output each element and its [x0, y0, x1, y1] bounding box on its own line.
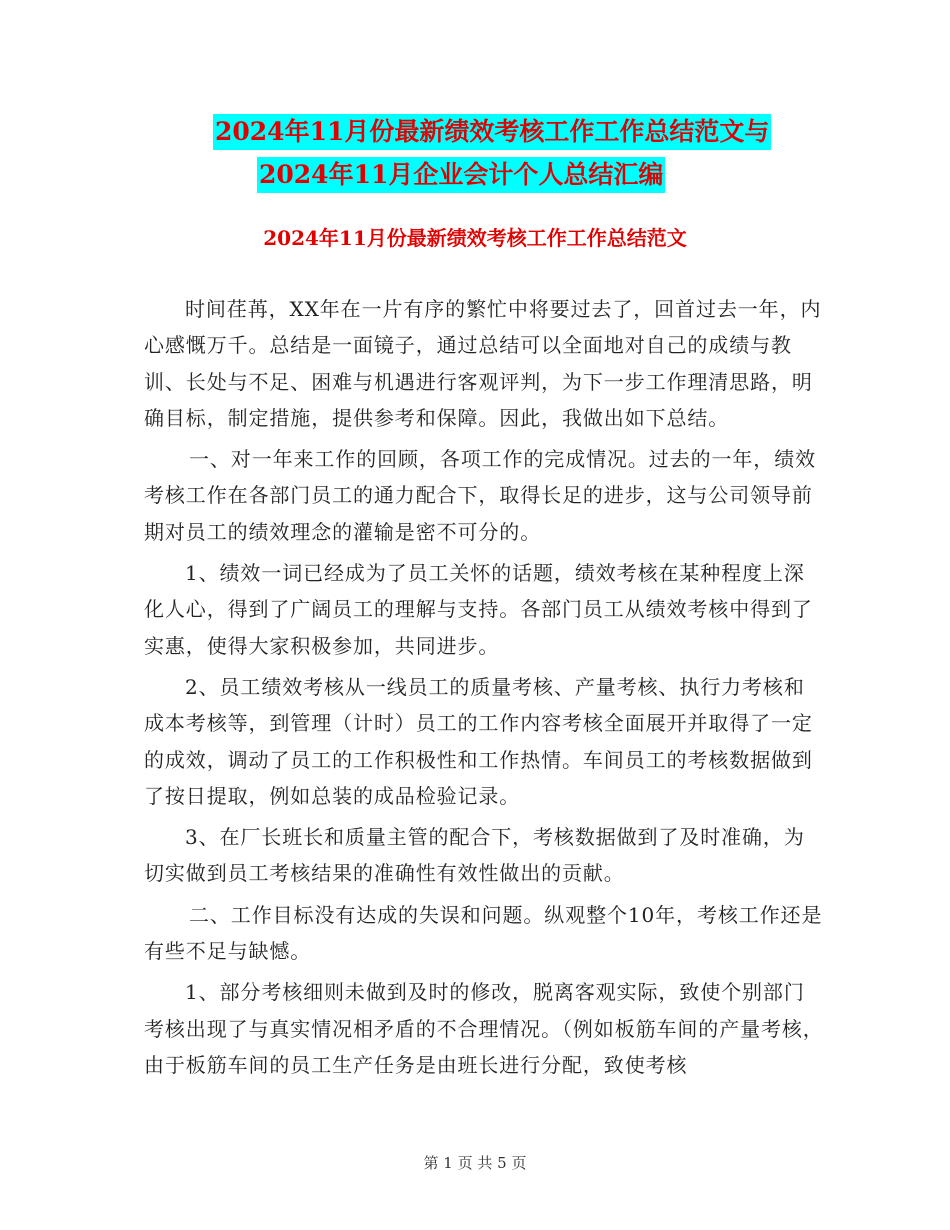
paragraph-section-one: 一、对一年来工作的回顾，各项工作的完成情况。过去的一年，绩效考核工作在各部门员工的通力配合下，取得长足的进步，这与公司领导前期对员工的绩效理念的灌输是密不可分的。: [144, 447, 816, 544]
document-title-line-1: 2024年11月份最新绩效考核工作工作总结范文与: [213, 114, 771, 150]
paragraph-item-1: 1、绩效一词已经成为了员工关怀的话题，绩效考核在某种程度上深化人心，得到了广阔员工的理解与支持。各部门员工从绩效考核中得到了实惠，使得大家积极参加，共同进步。: [144, 561, 813, 658]
paragraph-item-4: 1、部分考核细则未做到及时的修改，脱离客观实际，致使个别部门考核出现了与真实情况相矛盾的不合理情况。（例如板筋车间的产量考核，由于板筋车间的员工生产任务是由班长进行分配，致使考核: [144, 980, 824, 1077]
paragraph-section-two: 二、工作目标没有达成的失误和问题。纵观整个10年，考核工作还是有些不足与缺憾。: [144, 902, 823, 964]
document-title-line-2: 2024年11月企业会计个人总结汇编: [257, 157, 665, 193]
paragraph-item-3: 3、在厂长班长和质量主管的配合下，考核数据做到了及时准确，为切实做到员工考核结果的准确性有效性做出的贡献。: [144, 825, 805, 886]
page-number-footer: 第 1 页 共 5 页: [423, 1154, 527, 1172]
paragraph-intro: 时间荏苒，XX年在一片有序的繁忙中将要过去了，回首过去一年，内心感慨万千。总结是一面镜子，通过总结可以全面地对自己的成绩与教训、长处与不足、困难与机遇进行客观评判，为下一步工作理清思路，明确目标，制定措施，提供参考和保障。因此，我做出如下总结。: [144, 297, 822, 430]
paragraph-item-2: 2、员工绩效考核从一线员工的质量考核、产量考核、执行力考核和成本考核等，到管理（计时）员工的工作内容考核全面展开并取得了一定的成效，调动了员工的工作积极性和工作热情。车间员工的考核数据做到了按日提取，例如总装的成品检验记录。: [144, 674, 813, 808]
body-text: [144, 291, 824, 1088]
section-title: 2024年11月份最新绩效考核工作工作总结范文: [263, 226, 687, 250]
